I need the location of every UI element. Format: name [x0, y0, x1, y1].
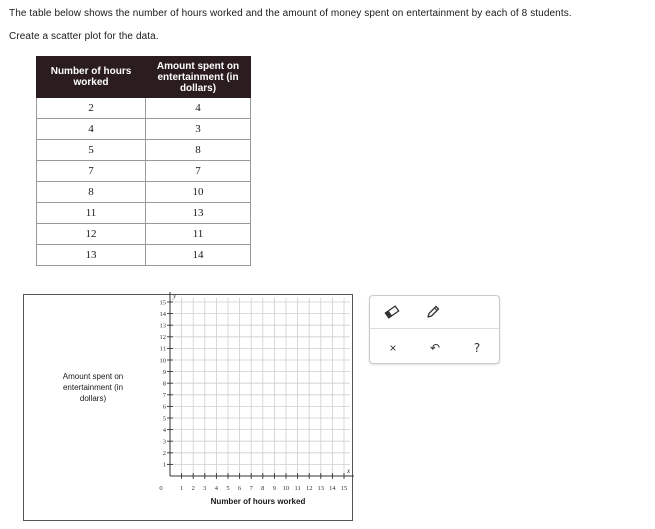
undo-button[interactable]: [424, 338, 446, 358]
clear-button[interactable]: [382, 338, 404, 358]
y-tick-label: 9: [162, 368, 166, 376]
cell-amount: 11: [146, 224, 251, 245]
y-tick-label: 10: [159, 357, 166, 365]
cell-hours: 7: [37, 161, 146, 182]
prompt-line-2: Create a scatter plot for the data.: [9, 31, 159, 42]
cell-hours: 13: [37, 245, 146, 266]
header-hours: Number of hours worked: [37, 57, 146, 98]
cell-hours: 2: [37, 98, 146, 119]
cell-amount: 8: [146, 140, 251, 161]
close-icon: ×: [389, 341, 397, 355]
toolbar-divider: [370, 328, 499, 329]
x-axis-letter: x: [347, 467, 351, 475]
cell-amount: 7: [146, 161, 251, 182]
cell-amount: 14: [146, 245, 251, 266]
undo-icon: ↶: [429, 341, 441, 355]
x-tick-label: 4: [214, 485, 219, 492]
y-tick-label: 15: [159, 299, 166, 307]
header-amount: Amount spent on entertainment (in dollars): [146, 57, 251, 98]
x-tick-label: 14: [329, 485, 336, 492]
x-tick-label: 1: [179, 485, 184, 492]
y-tick-label: 2: [162, 450, 166, 458]
x-tick-label: 6: [237, 485, 242, 492]
cell-hours: 11: [37, 203, 146, 224]
eraser-tool-button[interactable]: [381, 302, 403, 322]
cell-amount: 4: [146, 98, 251, 119]
cell-hours: 4: [37, 119, 146, 140]
x-tick-label: 12: [305, 485, 313, 492]
cell-amount: 10: [146, 182, 251, 203]
y-tick-label: 1: [162, 461, 166, 469]
x-tick-label: 8: [261, 485, 265, 492]
y-tick-label: 8: [162, 380, 166, 388]
y-axis-letter: y: [173, 292, 177, 300]
x-tick-label: 2: [191, 485, 195, 492]
cell-hours: 12: [37, 224, 146, 245]
pencil-tool-button[interactable]: [422, 302, 444, 322]
y-tick-label: 3: [162, 438, 166, 446]
cell-hours: 5: [37, 140, 146, 161]
y-tick-label: 12: [159, 334, 166, 342]
x-tick-label: 7: [249, 485, 253, 492]
help-icon: ?: [473, 341, 481, 355]
origin-label: 0: [159, 485, 163, 492]
x-axis-label: Number of hours worked: [210, 497, 306, 506]
x-tick-label: 11: [294, 485, 301, 492]
cell-hours: 8: [37, 182, 146, 203]
x-tick-label: 3: [203, 485, 207, 492]
help-button[interactable]: [466, 338, 488, 358]
y-tick-label: 7: [162, 392, 166, 400]
cell-amount: 13: [146, 203, 251, 224]
pencil-icon: [425, 304, 441, 320]
prompt-line-1: The table below shows the number of hours worked and the amount of money spent on entertainment by each of 8 students.: [9, 8, 572, 19]
x-tick-label: 13: [317, 485, 325, 492]
x-tick-label: 15: [340, 485, 348, 492]
cell-amount: 3: [146, 119, 251, 140]
x-tick-label: 9: [272, 485, 277, 492]
x-tick-label: 5: [226, 485, 230, 492]
drawing-toolbar: [369, 295, 500, 364]
y-tick-label: 5: [162, 415, 166, 423]
y-axis-label: Amount spent on entertainment (in dollars): [62, 372, 124, 403]
x-tick-label: 10: [282, 485, 290, 492]
y-tick-label: 4: [162, 426, 166, 434]
y-tick-label: 13: [159, 322, 166, 330]
y-tick-label: 11: [159, 345, 166, 353]
y-tick-label: 14: [159, 310, 166, 318]
eraser-icon: [384, 305, 400, 319]
y-tick-label: 6: [162, 403, 166, 411]
